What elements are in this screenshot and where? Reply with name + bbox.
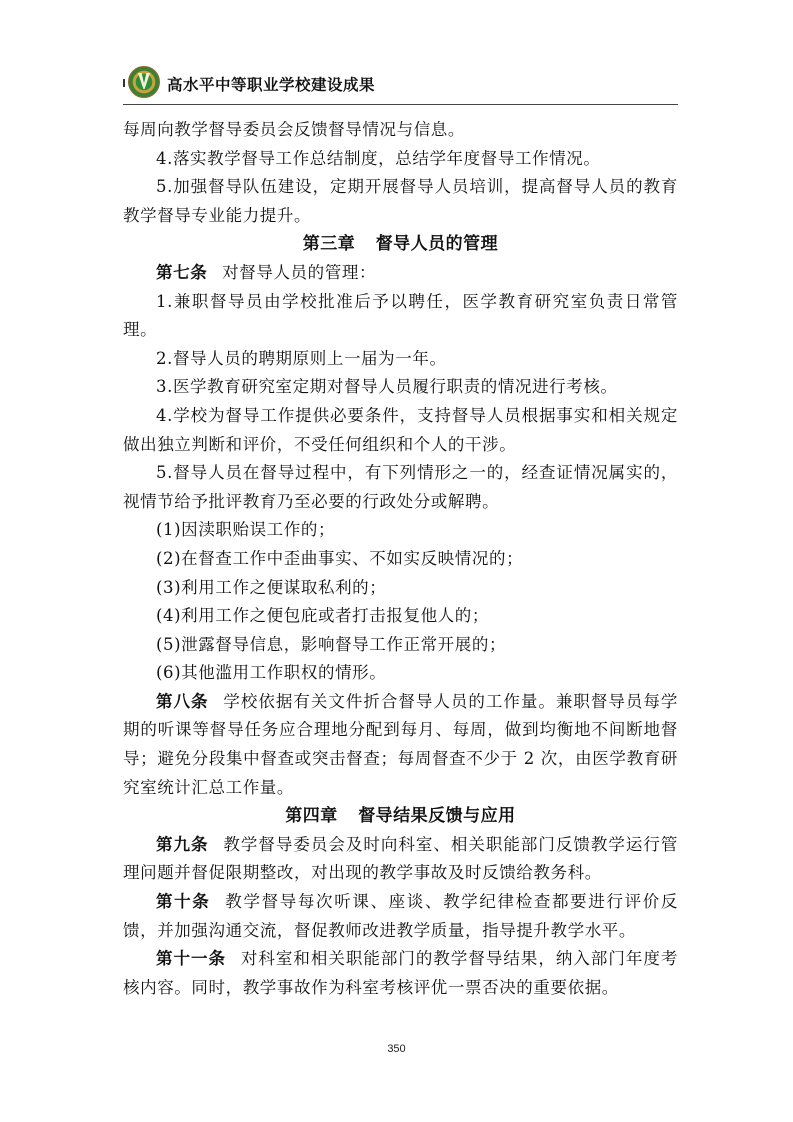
- chapter-4-title: 督导结果反馈与应用: [358, 806, 516, 827]
- chapter-3-number: 第三章: [302, 234, 356, 255]
- margin-mark: [123, 79, 125, 87]
- chapter-3-heading: [123, 230, 678, 259]
- paragraph-item-5: 5.加强督导队伍建设，定期开展督导人员培训，提高督导人员的教育教学督导专业能力提升。: [123, 177, 678, 225]
- chapter-4-heading: [123, 802, 678, 831]
- article-7-item-1: 1.兼职督导员由学校批准后予以聘任，医学教育研究室负责日常管理。: [123, 291, 678, 340]
- chapter-4-number: 第四章: [285, 806, 338, 827]
- page-header: [123, 66, 683, 106]
- article-9: [123, 831, 678, 888]
- article-10-label: 第十条: [156, 892, 211, 912]
- article-11-label: 第十一条: [156, 949, 227, 969]
- article-7-text: 对督导人员的管理：: [222, 262, 377, 282]
- article-8-text: 学校依据有关文件折合督导人员的工作量。兼职督导员每学期的听课等督导任务应合理地分配到每月、每周，做到均衡地不间断地督导；避免分段集中督查或突击督查；每周督查不少于 2 次，由医学教育研究室统计汇总工作量。: [123, 691, 678, 797]
- article-8-label: 第八条: [156, 691, 209, 711]
- article-7-item-3: 3.医学教育研究室定期对督导人员履行职责的情况进行考核。: [156, 377, 618, 397]
- article-7-sub-2: (2)在督查工作中歪曲事实、不如实反映情况的；: [156, 548, 524, 568]
- header-title: 高水平中等职业学校建设成果: [167, 76, 376, 94]
- article-7-item-2: 2.督导人员的聘期原则上一届为一年。: [156, 348, 447, 368]
- school-logo-icon: [128, 66, 160, 98]
- paragraph-item-4: 4.落实教学督导工作总结制度，总结学年度督导工作情况。: [156, 148, 601, 168]
- header-rule: [123, 104, 678, 105]
- article-7-item-5: 5.督导人员在督导过程中，有下列情形之一的，经查证情况属实的，视情节给予批评教育乃至必要的行政处分或解聘。: [123, 463, 678, 511]
- article-11: [123, 945, 678, 1002]
- chapter-3-title: 督导人员的管理: [375, 234, 499, 255]
- article-8: [123, 688, 678, 802]
- article-7-sub-1: (1)因渎职贻误工作的；: [156, 520, 336, 540]
- document-body: [123, 116, 678, 1002]
- article-9-label: 第九条: [156, 834, 209, 854]
- article-11-text: 对科室和相关职能部门的教学督导结果，纳入部门年度考核内容。同时，教学事故作为科室考核评优一票否决的重要依据。: [123, 949, 679, 997]
- article-7-sub-5: (5)泄露督导信息，影响督导工作正常开展的；: [156, 634, 507, 654]
- page-number: 350: [387, 1043, 406, 1055]
- article-10-text: 教学督导每次听课、座谈、教学纪律检查都要进行评价反馈，并加强沟通交流，督促教师改进教学质量，指导提升教学水平。: [123, 892, 678, 940]
- article-9-text: 教学督导委员会及时向科室、相关职能部门反馈教学运行管理问题并督促限期整改，对出现的教学事故及时反馈给教务科。: [123, 834, 678, 883]
- article-7-sub-6: (6)其他滥用工作职权的情形。: [156, 663, 387, 683]
- article-10: [123, 888, 678, 945]
- article-7-sub-4: (4)利用工作之便包庇或者打击报复他人的；: [156, 606, 489, 626]
- paragraph-continued: 每周向教学督导委员会反馈督导情况与信息。: [123, 120, 465, 139]
- article-7-item-4: 4.学校为督导工作提供必要条件，支持督导人员根据事实和相关规定做出独立判断和评价，不受任何组织和个人的干涉。: [123, 405, 678, 454]
- article-7: [123, 259, 678, 288]
- article-7-label: 第七条: [156, 262, 208, 282]
- article-7-sub-3: (3)利用工作之便谋取私利的；: [156, 577, 387, 597]
